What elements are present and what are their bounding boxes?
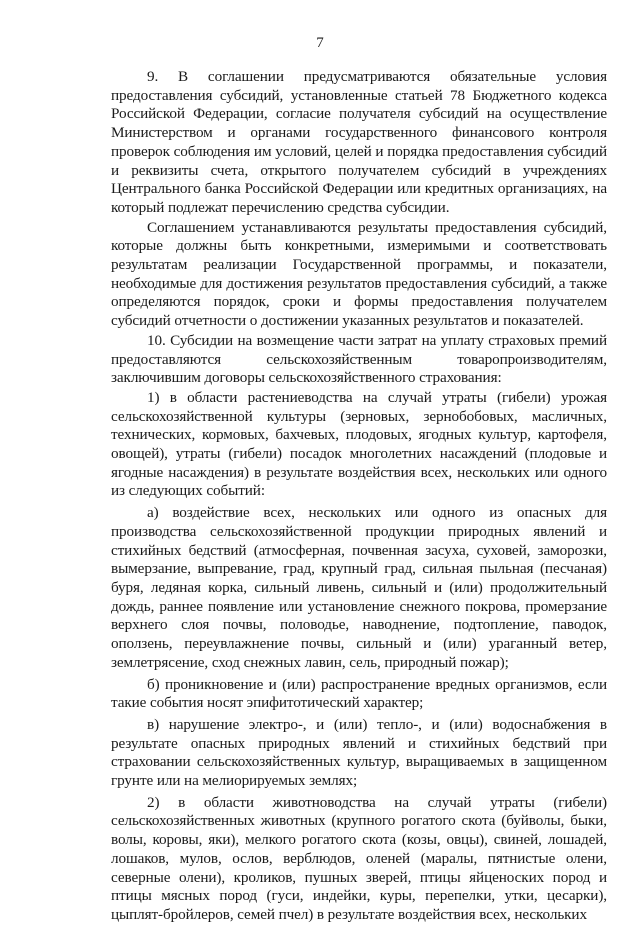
list-item-v-utility-disruption: в) нарушение электро-, и (или) тепло-, и (или) водоснабжения в результате опасных природных явлений и стихийных бедствий при страховании сельскохозяйственных культур, выращиваемых в защищенном грунте или на мелиорируемых землях; <box>111 715 607 790</box>
list-item-a-natural-hazards: а) воздействие всех, нескольких или одного из опасных для производства сельскохозяйственной продукции природных явлений и стихийных бедствий (атмосферная, почвенная засуха, суховей, заморозки, вымерзание, выпревание, град, крупный град, сильная пыльная (песчаная) буря, ледяная корка, сильный ливень, сильный и (или) продолжительный дождь, раннее появление или установление снежного покрова, промерзание верхнего слоя почвы, половодье, наводнение, подтопление, паводок, оползень, переувлажнение почвы, сильный и (или) ураганный ветер, землетрясение, сход снежных лавин, сель, природный пожар); <box>111 504 607 671</box>
paragraph-10-insurance-subsidies: 10. Субсидии на возмещение части затрат на уплату страховых премий предоставляются сельскохозяйственным товаропроизводителям, заключившим договоры сельскохозяйственного страхования: <box>111 331 607 387</box>
paragraph-9-agreement-terms: 9. В соглашении предусматриваются обязательные условия предоставления субсидий, установленные статьей 78 Бюджетного кодекса Российской Федерации, согласие получателя субсидий на осуществление Министерством и органами государственного финансового контроля проверок соблюдения им условий, целей и порядка предоставления субсидий и реквизиты счета, открытого получателем субсидий в учреждениях Центрального банка Российской Федерации или кредитных организациях, на который подлежат перечислению средства субсидии. <box>111 68 607 216</box>
page-number: 7 <box>316 35 324 51</box>
list-item-2-livestock: 2) в области животноводства на случай утраты (гибели) сельскохозяйственных животных (крупного рогатого скота (буйволы, быки, волы, коровы, яки), мелкого рогатого скота (козы, овцы), свиней, лошадей, лошаков, мулов, ослов, верблюдов, оленей (маралы, пятнистые олени, северные олени), кроликов, пушных зверей, птицы яйценоских пород и птицы мясных пород (гуси, индейки, куры, перепелки, утки, цесарки), цыплят-бройлеров, семей пчел) в результате воздействия всех, нескольких <box>111 793 607 923</box>
paragraph-agreement-results: Соглашением устанавливаются результаты предоставления субсидий, которые должны быть конкретными, измеримыми и соответствовать результатам реализации Государственной программы, и показатели, необходимые для достижения результатов предоставления субсидий, а также определяются порядок, сроки и формы предоставления получателем субсидий отчетности о достижении указанных результатов и показателей. <box>111 218 607 330</box>
list-item-1-crop-production: 1) в области растениеводства на случай утраты (гибели) урожая сельскохозяйственной культуры (зерновых, зернобобовых, масличных, технических, кормовых, бахчевых, плодовых, ягодных культур, картофеля, овощей), утраты (гибели) посадок многолетних насаждений (плодовые и ягодные насаждения) в результате воздействия всех, нескольких или одного из следующих событий: <box>111 388 607 500</box>
document-body <box>111 68 607 925</box>
list-item-b-pests: б) проникновение и (или) распространение вредных организмов, если такие события носят эпифитотический характер; <box>111 675 607 712</box>
